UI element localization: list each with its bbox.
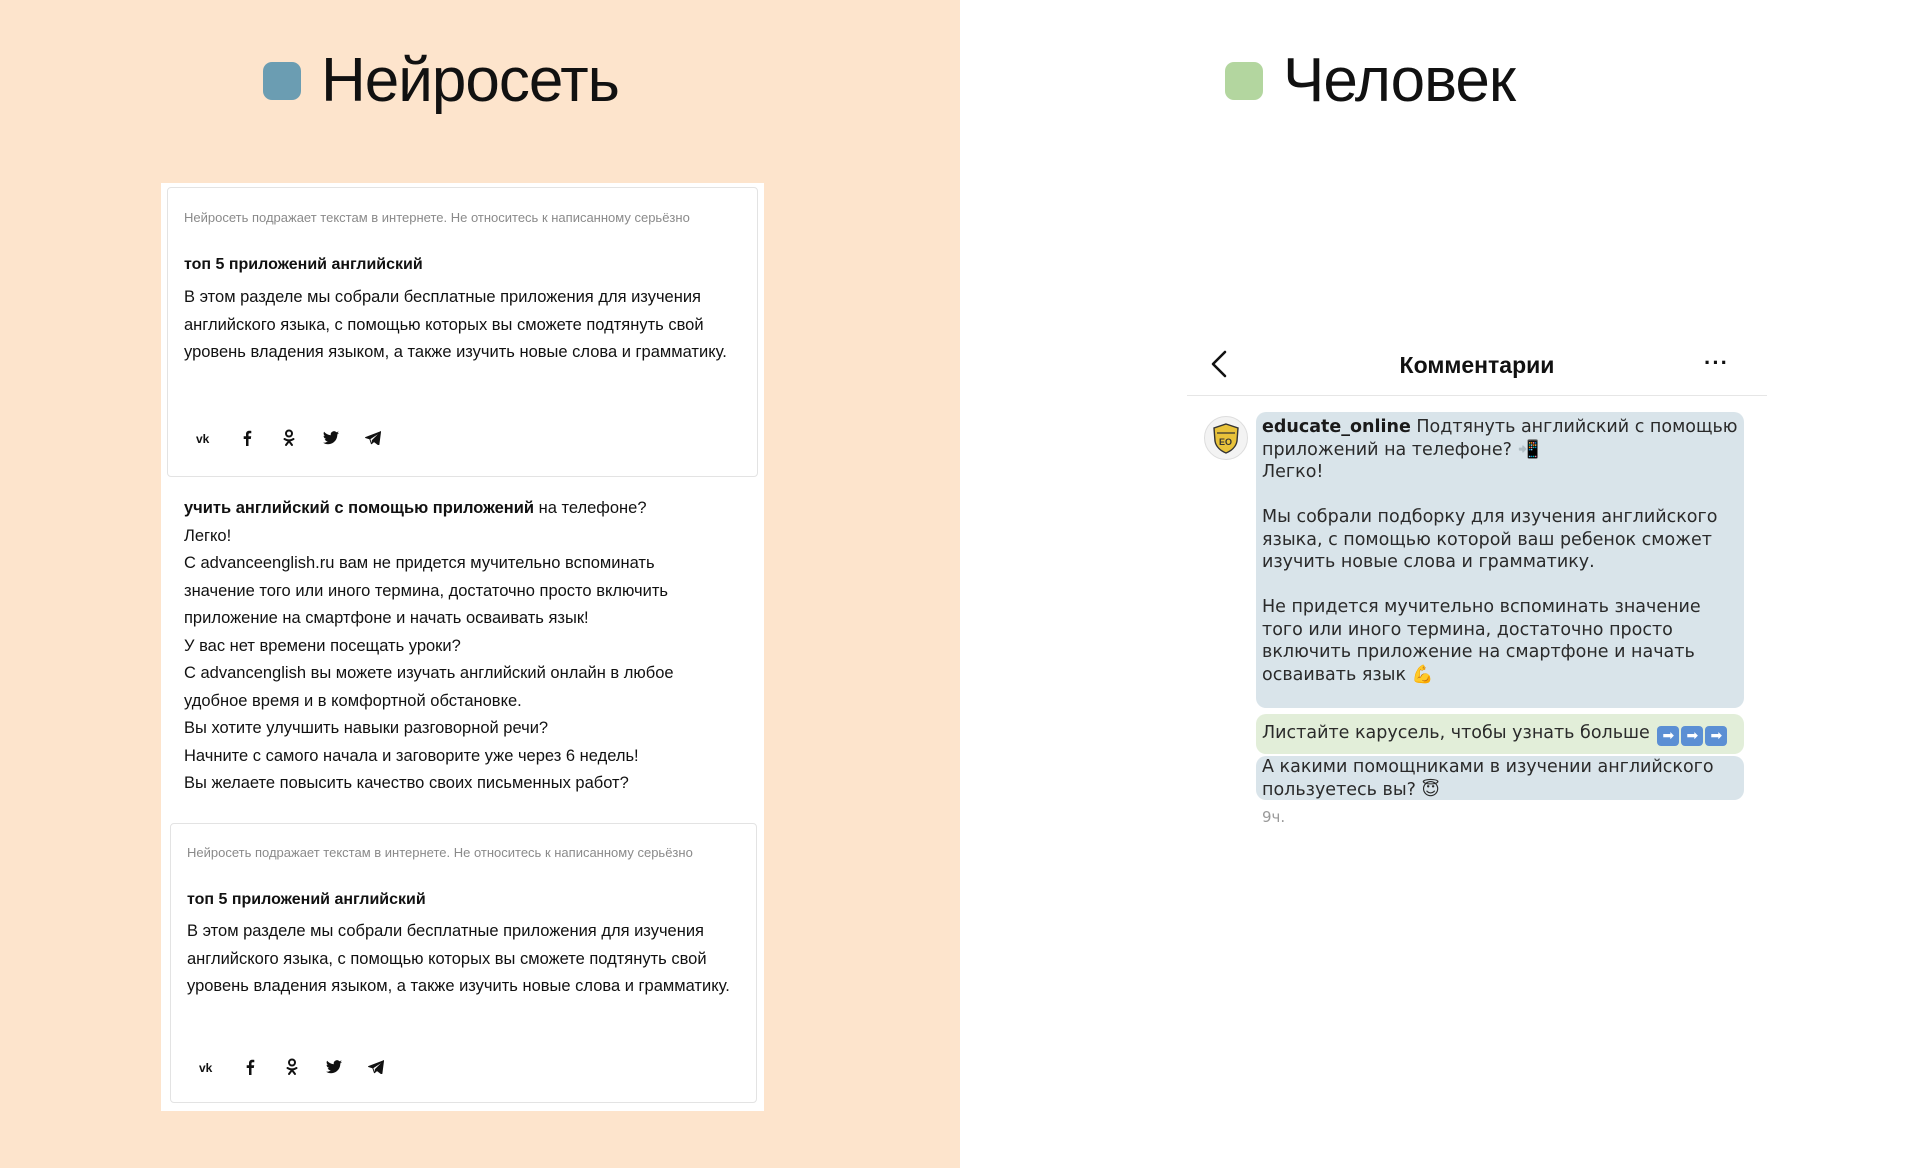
middle-line: Начните с самого начала и заговорите уже через 6 недель! <box>184 746 639 765</box>
vk-icon[interactable] <box>197 1056 219 1078</box>
vk-icon[interactable] <box>194 427 216 449</box>
card-body: В этом разделе мы собрали бесплатные приложения для изучения английского языка, с помощью которых вы сможете подтянуть свой уровень владения языком, а также изучить новые слова и грамматику. <box>184 288 727 361</box>
card-title: топ 5 приложений английский <box>184 256 423 273</box>
heading-label: Человек <box>1283 46 1515 115</box>
more-options-icon[interactable]: ··· <box>1704 350 1729 375</box>
comment-text: Листайте карусель, чтобы узнать больше <box>1262 723 1650 743</box>
right-arrow-icon: ➡ <box>1681 726 1703 746</box>
odnoklassniki-icon[interactable] <box>281 1056 303 1078</box>
comments-header <box>1187 340 1767 396</box>
twitter-icon[interactable] <box>323 1056 345 1078</box>
odnoklassniki-icon[interactable] <box>278 427 300 449</box>
card-title: топ 5 приложений английский <box>187 891 426 908</box>
comment-bubble <box>1256 756 1744 800</box>
middle-line: удобное время и в комфортной обстановке. <box>184 691 522 710</box>
ai-card-top <box>167 187 758 477</box>
comment-text: Подтянуть английский с помощью приложений на телефоне? 📲 <box>1262 417 1738 460</box>
svg-text:EO: EO <box>1219 437 1233 447</box>
green-swatch <box>1225 62 1263 100</box>
svg-text:vk: vk <box>199 1061 213 1073</box>
card-disclaimer: Нейросеть подражает текстам в интернете. Не относитесь к написанному серьёзно <box>184 210 690 225</box>
middle-line: С advancenglish вы можете изучать английский онлайн в любое <box>184 664 674 682</box>
telegram-icon[interactable] <box>362 427 384 449</box>
middle-rest-phrase: на телефоне? <box>534 499 647 517</box>
right-arrow-icon: ➡ <box>1657 726 1679 746</box>
human-panel <box>960 0 1920 1168</box>
facebook-icon[interactable] <box>236 427 258 449</box>
svg-text:vk: vk <box>196 432 210 444</box>
middle-first-line <box>184 495 754 523</box>
telegram-icon[interactable] <box>365 1056 387 1078</box>
human-heading <box>1225 46 1515 115</box>
comment-text: Не придется мучительно вспоминать значение того или иного термина, достаточно просто включить приложение на смартфоне и начать осваивать язык 💪 <box>1262 597 1701 685</box>
spacer <box>1262 574 1738 597</box>
card-disclaimer: Нейросеть подражает текстам в интернете. Не относитесь к написанному серьёзно <box>187 845 693 860</box>
middle-line: С advanceenglish.ru вам не придется мучительно вспоминать <box>184 554 655 572</box>
ai-middle-text <box>184 495 754 798</box>
comment-timestamp: 9ч. <box>1262 808 1286 826</box>
middle-line: Вы хотите улучшить навыки разговорной речи? <box>184 719 549 737</box>
comments-title: Комментарии <box>1399 352 1555 378</box>
middle-line: У вас нет времени посещать уроки? <box>184 636 461 655</box>
middle-line: Вы желаете повысить качество своих письменных работ? <box>184 774 629 792</box>
heading-label: Нейросеть <box>321 46 619 115</box>
neural-network-heading <box>263 46 619 115</box>
avatar[interactable] <box>1204 416 1248 460</box>
comment-bubble <box>1256 412 1744 708</box>
share-row <box>194 427 384 449</box>
spacer <box>1262 484 1738 507</box>
blue-swatch <box>263 62 301 100</box>
card-body: В этом разделе мы собрали бесплатные приложения для изучения английского языка, с помощью которых вы сможете подтянуть свой уровень владения языком, а также изучить новые слова и грамматику. <box>187 922 730 995</box>
comment-text: Легко! <box>1262 462 1324 482</box>
share-row <box>197 1056 387 1078</box>
twitter-icon[interactable] <box>320 427 342 449</box>
middle-line: Легко! <box>184 526 232 545</box>
middle-line: значение того или иного термина, достаточно просто включить <box>184 581 668 600</box>
ai-output-column <box>161 183 764 1111</box>
comment-text: Мы собрали подборку для изучения английского языка, с помощью которой ваш ребенок сможет изучить новые слова и грамматику. <box>1262 507 1718 572</box>
comment-text: А какими помощниками в изучении английского пользуетесь вы? 😇 <box>1262 757 1714 800</box>
ai-card-bottom <box>170 823 757 1103</box>
comment-bubble-highlight <box>1256 714 1744 754</box>
right-arrow-icon: ➡ <box>1705 726 1727 746</box>
comment-first-line <box>1262 416 1738 461</box>
facebook-icon[interactable] <box>239 1056 261 1078</box>
comment-username[interactable]: educate_online <box>1262 417 1411 437</box>
middle-bold-phrase: учить английский с помощью приложений <box>184 499 535 517</box>
comment-line <box>1262 722 1738 746</box>
middle-line: приложение на смартфоне и начать осваивать язык! <box>184 609 589 627</box>
